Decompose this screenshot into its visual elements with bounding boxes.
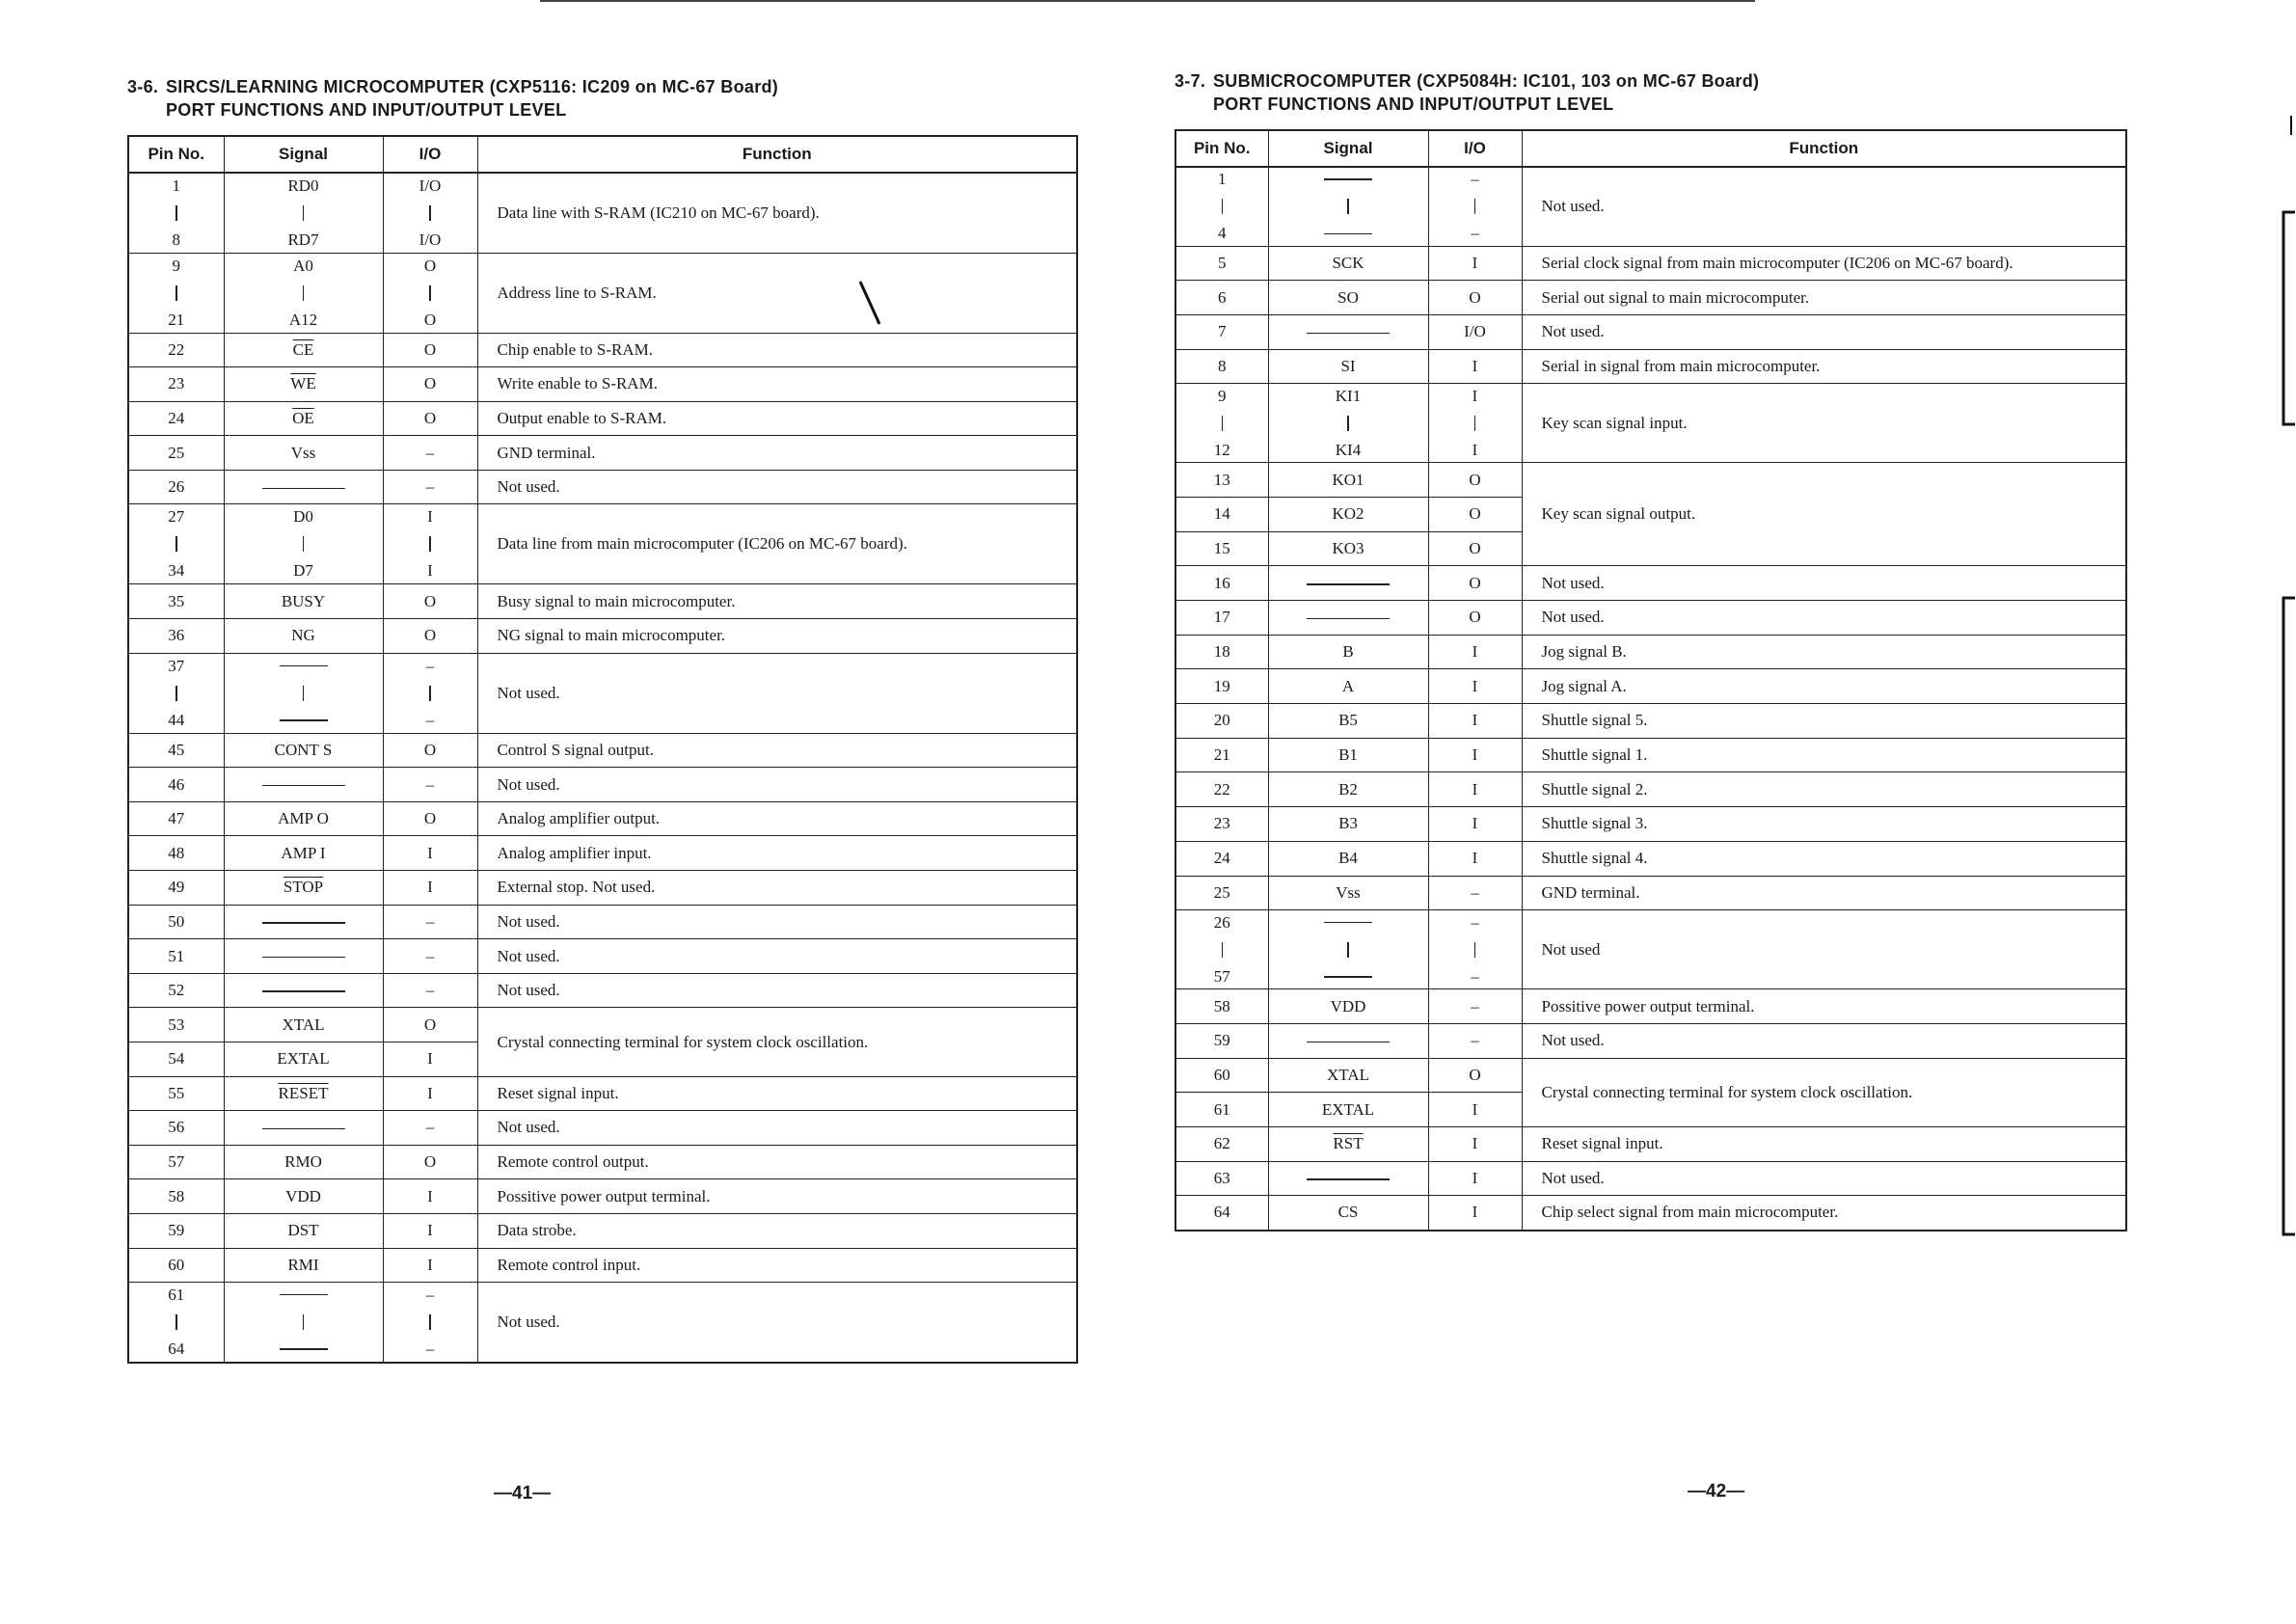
io-cell: – bbox=[1428, 1023, 1522, 1058]
table-row bbox=[1175, 910, 2126, 989]
function-cell: Possitive power output terminal. bbox=[1522, 989, 2126, 1024]
table-row bbox=[128, 436, 1077, 471]
table-row bbox=[128, 1283, 1077, 1363]
function-cell: Remote control output. bbox=[477, 1145, 1077, 1179]
table-header-row bbox=[1175, 130, 2126, 167]
table-header-row bbox=[128, 136, 1077, 173]
function-cell: GND terminal. bbox=[1522, 876, 2126, 910]
section-submicrocomputer bbox=[1175, 69, 2127, 1232]
port-function-table bbox=[1175, 129, 2127, 1232]
io-cell: I bbox=[1428, 807, 1522, 842]
column-header-io: I/O bbox=[1428, 130, 1522, 167]
io-cell: I bbox=[1428, 1093, 1522, 1127]
signal-cell bbox=[224, 1283, 383, 1363]
table-row bbox=[128, 333, 1077, 367]
signal-cell: KO3 bbox=[1268, 531, 1428, 566]
function-cell: Not used bbox=[1522, 910, 2126, 989]
io-cell: – – bbox=[383, 1283, 477, 1363]
signal-cell: B2 bbox=[1268, 772, 1428, 807]
pin-cell: 64 bbox=[1175, 1196, 1268, 1231]
section-heading bbox=[127, 75, 1078, 122]
pin-cell: 59 bbox=[1175, 1023, 1268, 1058]
pin-cell: 22 bbox=[128, 333, 224, 367]
signal-cell: CS bbox=[1268, 1196, 1428, 1231]
section-heading bbox=[1175, 69, 2127, 116]
io-cell: O O bbox=[383, 253, 477, 333]
page-number-right: —42— bbox=[1688, 1481, 1745, 1502]
table-row bbox=[128, 733, 1077, 768]
io-cell: – bbox=[383, 768, 477, 802]
signal-cell bbox=[1268, 167, 1428, 246]
function-cell: Not used. bbox=[477, 470, 1077, 504]
table-row bbox=[1175, 281, 2126, 315]
io-cell: O bbox=[1428, 463, 1522, 498]
signal-cell bbox=[224, 653, 383, 733]
signal-cell bbox=[1268, 910, 1428, 989]
io-cell: O bbox=[1428, 601, 1522, 636]
signal-cell bbox=[224, 905, 383, 939]
signal-cell: RMI bbox=[224, 1248, 383, 1283]
signal-cell bbox=[224, 939, 383, 974]
io-cell: I/O I/O bbox=[383, 173, 477, 253]
pin-cell: 22 bbox=[1175, 772, 1268, 807]
signal-cell bbox=[1268, 1161, 1428, 1196]
table-row bbox=[128, 1076, 1077, 1111]
io-cell: – bbox=[383, 973, 477, 1008]
io-cell: – – bbox=[1428, 910, 1522, 989]
signal-cell: Vss bbox=[1268, 876, 1428, 910]
io-cell: I bbox=[383, 1248, 477, 1283]
table-row bbox=[128, 619, 1077, 654]
pin-cell: 9 21 bbox=[128, 253, 224, 333]
table-row bbox=[1175, 1196, 2126, 1231]
column-header-signal: Signal bbox=[224, 136, 383, 173]
io-cell: O bbox=[1428, 566, 1522, 601]
pin-cell: 27 34 bbox=[128, 504, 224, 584]
table-row bbox=[1175, 738, 2126, 772]
function-cell: Crystal connecting terminal for system clock oscillation. bbox=[1522, 1058, 2126, 1126]
pin-cell: 57 bbox=[128, 1145, 224, 1179]
page-top-rule bbox=[540, 0, 1755, 2]
function-cell: Busy signal to main microcomputer. bbox=[477, 584, 1077, 619]
table-row bbox=[128, 173, 1077, 253]
io-cell: O bbox=[383, 333, 477, 367]
pin-cell: 35 bbox=[128, 584, 224, 619]
io-cell: – bbox=[1428, 876, 1522, 910]
io-cell: I bbox=[1428, 669, 1522, 704]
pen-mark bbox=[858, 280, 887, 328]
function-cell: Shuttle signal 3. bbox=[1522, 807, 2126, 842]
function-cell: Key scan signal output. bbox=[1522, 463, 2126, 566]
signal-cell: DST bbox=[224, 1213, 383, 1248]
io-cell: – bbox=[383, 436, 477, 471]
io-cell: O bbox=[1428, 281, 1522, 315]
signal-cell: KO2 bbox=[1268, 497, 1428, 531]
signal-cell bbox=[224, 470, 383, 504]
pin-cell: 48 bbox=[128, 836, 224, 871]
table-row bbox=[1175, 704, 2126, 739]
signal-cell: SO bbox=[1268, 281, 1428, 315]
io-cell: O bbox=[383, 733, 477, 768]
function-cell: Chip enable to S-RAM. bbox=[477, 333, 1077, 367]
signal-cell bbox=[1268, 566, 1428, 601]
pin-cell: 1 8 bbox=[128, 173, 224, 253]
no-signal-dash bbox=[262, 488, 345, 490]
function-cell: Shuttle signal 2. bbox=[1522, 772, 2126, 807]
signal-cell: RESET bbox=[224, 1076, 383, 1111]
function-cell: Reset signal input. bbox=[1522, 1126, 2126, 1161]
table-row bbox=[128, 1145, 1077, 1179]
io-cell: – bbox=[1428, 989, 1522, 1024]
signal-cell: B1 bbox=[1268, 738, 1428, 772]
pin-cell: 61 bbox=[1175, 1093, 1268, 1127]
io-cell: I bbox=[383, 1213, 477, 1248]
pin-cell: 63 bbox=[1175, 1161, 1268, 1196]
function-cell: Not used. bbox=[1522, 314, 2126, 349]
function-cell: Reset signal input. bbox=[477, 1076, 1077, 1111]
io-cell: I bbox=[383, 1179, 477, 1214]
section-subtitle: PORT FUNCTIONS AND INPUT/OUTPUT LEVEL bbox=[1213, 95, 1614, 114]
function-cell: Data line from main microcomputer (IC206 on MC-67 board). bbox=[477, 504, 1077, 584]
table-row bbox=[128, 801, 1077, 836]
function-cell: Not used. bbox=[477, 653, 1077, 733]
io-cell: O bbox=[383, 584, 477, 619]
signal-cell bbox=[224, 973, 383, 1008]
function-cell: Output enable to S-RAM. bbox=[477, 401, 1077, 436]
function-cell: Serial clock signal from main microcomputer (IC206 on MC-67 board). bbox=[1522, 246, 2126, 281]
table-row bbox=[128, 871, 1077, 906]
function-cell: Analog amplifier output. bbox=[477, 801, 1077, 836]
pin-cell: 56 bbox=[128, 1111, 224, 1146]
pin-cell: 25 bbox=[128, 436, 224, 471]
function-cell: Data strobe. bbox=[477, 1213, 1077, 1248]
function-cell: Control S signal output. bbox=[477, 733, 1077, 768]
column-header-function: Function bbox=[1522, 130, 2126, 167]
table-row bbox=[128, 584, 1077, 619]
signal-cell bbox=[1268, 601, 1428, 636]
column-header-pin: Pin No. bbox=[1175, 130, 1268, 167]
pin-cell: 20 bbox=[1175, 704, 1268, 739]
table-row bbox=[128, 768, 1077, 802]
function-cell: Shuttle signal 5. bbox=[1522, 704, 2126, 739]
signal-cell bbox=[1268, 1023, 1428, 1058]
function-cell: NG signal to main microcomputer. bbox=[477, 619, 1077, 654]
signal-cell: B4 bbox=[1268, 841, 1428, 876]
function-cell: Jog signal A. bbox=[1522, 669, 2126, 704]
table-row bbox=[1175, 566, 2126, 601]
column-header-signal: Signal bbox=[1268, 130, 1428, 167]
io-cell: I bbox=[1428, 1196, 1522, 1231]
pin-cell: 21 bbox=[1175, 738, 1268, 772]
signal-cell: B bbox=[1268, 635, 1428, 669]
table-row bbox=[1175, 1161, 2126, 1196]
function-cell: Analog amplifier input. bbox=[477, 836, 1077, 871]
signal-cell: VDD bbox=[1268, 989, 1428, 1024]
table-row bbox=[1175, 246, 2126, 281]
section-sircs-learning-microcomputer bbox=[127, 75, 1078, 1364]
pin-cell: 58 bbox=[128, 1179, 224, 1214]
signal-cell: B3 bbox=[1268, 807, 1428, 842]
pin-cell: 55 bbox=[128, 1076, 224, 1111]
function-cell: Not used. bbox=[1522, 167, 2126, 246]
io-cell: I/O bbox=[1428, 314, 1522, 349]
io-cell: I bbox=[383, 871, 477, 906]
signal-cell: $\overline{CE}$ bbox=[224, 333, 383, 367]
function-cell: Write enable to S-RAM. bbox=[477, 367, 1077, 402]
table-row bbox=[1175, 601, 2126, 636]
table-row bbox=[1175, 349, 2126, 384]
function-cell: Serial out signal to main microcomputer. bbox=[1522, 281, 2126, 315]
io-cell: O bbox=[383, 1008, 477, 1042]
function-cell: Jog signal B. bbox=[1522, 635, 2126, 669]
signal-cell bbox=[224, 1111, 383, 1146]
io-cell: – – bbox=[383, 653, 477, 733]
pin-cell: 1 4 bbox=[1175, 167, 1268, 246]
section-title: SIRCS/LEARNING MICROCOMPUTER (CXP5116: IC209 on MC-67 Board) bbox=[166, 77, 779, 96]
signal-cell: XTAL bbox=[1268, 1058, 1428, 1093]
table-row bbox=[128, 1111, 1077, 1146]
pin-cell: 26 bbox=[128, 470, 224, 504]
pin-cell: 52 bbox=[128, 973, 224, 1008]
io-cell: I bbox=[1428, 246, 1522, 281]
column-header-io: I/O bbox=[383, 136, 477, 173]
io-cell: I bbox=[1428, 1161, 1522, 1196]
pin-cell: 49 bbox=[128, 871, 224, 906]
signal-cell: AMP O bbox=[224, 801, 383, 836]
function-cell: Not used. bbox=[1522, 566, 2126, 601]
pin-cell: 8 bbox=[1175, 349, 1268, 384]
io-cell: O bbox=[383, 401, 477, 436]
pin-cell: 61 64 bbox=[128, 1283, 224, 1363]
pin-cell: 54 bbox=[128, 1042, 224, 1077]
pin-cell: 23 bbox=[1175, 807, 1268, 842]
table-row bbox=[128, 504, 1077, 584]
pin-cell: 7 bbox=[1175, 314, 1268, 349]
pin-cell: 6 bbox=[1175, 281, 1268, 315]
signal-cell: $\overline{OE}$ bbox=[224, 401, 383, 436]
table-row bbox=[1175, 989, 2126, 1024]
function-cell: Not used. bbox=[477, 768, 1077, 802]
function-cell: Not used. bbox=[1522, 1023, 2126, 1058]
io-cell: I bbox=[1428, 738, 1522, 772]
signal-cell: A0 A12 bbox=[224, 253, 383, 333]
section-number: 3-7. bbox=[1175, 71, 1206, 91]
pin-cell: 60 bbox=[128, 1248, 224, 1283]
signal-cell: SI bbox=[1268, 349, 1428, 384]
signal-cell: $\overline{WE}$ bbox=[224, 367, 383, 402]
pin-cell: 24 bbox=[128, 401, 224, 436]
signal-cell: D0 D7 bbox=[224, 504, 383, 584]
table-row bbox=[128, 973, 1077, 1008]
pin-cell: 26 57 bbox=[1175, 910, 1268, 989]
io-cell: O bbox=[383, 1145, 477, 1179]
table-row bbox=[1175, 314, 2126, 349]
function-cell: Chip select signal from main microcomputer. bbox=[1522, 1196, 2126, 1231]
pin-cell: 18 bbox=[1175, 635, 1268, 669]
function-cell: Possitive power output terminal. bbox=[477, 1179, 1077, 1214]
table-row bbox=[1175, 669, 2126, 704]
table-row bbox=[128, 470, 1077, 504]
table-row bbox=[128, 653, 1077, 733]
binding-edge-marks bbox=[2276, 0, 2296, 1624]
pin-cell: 14 bbox=[1175, 497, 1268, 531]
io-cell: – bbox=[383, 1111, 477, 1146]
table-row bbox=[128, 401, 1077, 436]
pin-cell: 5 bbox=[1175, 246, 1268, 281]
io-cell: – bbox=[383, 470, 477, 504]
function-cell: Data line with S-RAM (IC210 on MC-67 board). bbox=[477, 173, 1077, 253]
io-cell: I I bbox=[1428, 384, 1522, 463]
signal-cell: EXTAL bbox=[1268, 1093, 1428, 1127]
pin-cell: 53 bbox=[128, 1008, 224, 1042]
table-row bbox=[1175, 463, 2126, 498]
table-row bbox=[128, 367, 1077, 402]
io-cell: O bbox=[1428, 1058, 1522, 1093]
pin-cell: 17 bbox=[1175, 601, 1268, 636]
io-cell: I bbox=[383, 1076, 477, 1111]
pin-cell: 23 bbox=[128, 367, 224, 402]
pin-cell: 16 bbox=[1175, 566, 1268, 601]
io-cell: I bbox=[1428, 704, 1522, 739]
table-row bbox=[128, 905, 1077, 939]
io-cell: O bbox=[1428, 497, 1522, 531]
io-cell: I bbox=[383, 836, 477, 871]
function-cell: External stop. Not used. bbox=[477, 871, 1077, 906]
io-cell: I bbox=[1428, 841, 1522, 876]
section-subtitle: PORT FUNCTIONS AND INPUT/OUTPUT LEVEL bbox=[166, 100, 567, 120]
pin-cell: 15 bbox=[1175, 531, 1268, 566]
signal-cell: STOP bbox=[224, 871, 383, 906]
pin-cell: 36 bbox=[128, 619, 224, 654]
signal-cell: VDD bbox=[224, 1179, 383, 1214]
io-cell: I bbox=[1428, 635, 1522, 669]
section-title: SUBMICROCOMPUTER (CXP5084H: IC101, 103 on MC-67 Board) bbox=[1213, 71, 1760, 91]
pin-cell: 25 bbox=[1175, 876, 1268, 910]
pin-cell: 9 12 bbox=[1175, 384, 1268, 463]
pin-cell: 60 bbox=[1175, 1058, 1268, 1093]
io-cell: O bbox=[383, 801, 477, 836]
table-row bbox=[1175, 384, 2126, 463]
pin-cell: 62 bbox=[1175, 1126, 1268, 1161]
function-cell: Remote control input. bbox=[477, 1248, 1077, 1283]
signal-cell: XTAL bbox=[224, 1008, 383, 1042]
signal-cell: NG bbox=[224, 619, 383, 654]
pin-cell: 13 bbox=[1175, 463, 1268, 498]
io-cell: O bbox=[1428, 531, 1522, 566]
table-row bbox=[1175, 1126, 2126, 1161]
table-row bbox=[1175, 807, 2126, 842]
section-number: 3-6. bbox=[127, 77, 159, 96]
signal-cell: B5 bbox=[1268, 704, 1428, 739]
io-cell: – bbox=[383, 905, 477, 939]
io-cell: O bbox=[383, 367, 477, 402]
signal-cell: AMP I bbox=[224, 836, 383, 871]
function-cell: Address line to S-RAM. bbox=[477, 253, 1077, 333]
signal-cell: $\overline{RST}$ bbox=[1268, 1126, 1428, 1161]
column-header-function: Function bbox=[477, 136, 1077, 173]
io-cell: I bbox=[1428, 772, 1522, 807]
pin-cell: 19 bbox=[1175, 669, 1268, 704]
io-cell: I bbox=[1428, 1126, 1522, 1161]
pin-cell: 45 bbox=[128, 733, 224, 768]
table-row bbox=[1175, 772, 2126, 807]
signal-cell: RD0 RD7 bbox=[224, 173, 383, 253]
pin-cell: 51 bbox=[128, 939, 224, 974]
io-cell: I bbox=[1428, 349, 1522, 384]
function-cell: Not used. bbox=[477, 905, 1077, 939]
table-row bbox=[128, 939, 1077, 974]
signal-cell: EXTAL bbox=[224, 1042, 383, 1077]
function-cell: Not used. bbox=[477, 939, 1077, 974]
table-row bbox=[1175, 841, 2126, 876]
function-cell: Not used. bbox=[1522, 601, 2126, 636]
io-cell: I I bbox=[383, 504, 477, 584]
column-header-pin: Pin No. bbox=[128, 136, 224, 173]
signal-cell bbox=[224, 768, 383, 802]
pin-cell: 59 bbox=[128, 1213, 224, 1248]
function-cell: Crystal connecting terminal for system clock oscillation. bbox=[477, 1008, 1077, 1076]
function-cell: GND terminal. bbox=[477, 436, 1077, 471]
table-row bbox=[1175, 635, 2126, 669]
signal-cell bbox=[1268, 314, 1428, 349]
page-number-left: —41— bbox=[494, 1483, 552, 1503]
table-row bbox=[1175, 167, 2126, 246]
io-cell: – – bbox=[1428, 167, 1522, 246]
function-cell: Not used. bbox=[477, 973, 1077, 1008]
table-row bbox=[128, 836, 1077, 871]
function-cell: Shuttle signal 1. bbox=[1522, 738, 2126, 772]
table-row bbox=[128, 1008, 1077, 1042]
table-row bbox=[128, 1248, 1077, 1283]
table-row bbox=[1175, 876, 2126, 910]
pin-cell: 24 bbox=[1175, 841, 1268, 876]
function-cell: Not used. bbox=[477, 1111, 1077, 1146]
function-cell: Key scan signal input. bbox=[1522, 384, 2126, 463]
signal-cell: A bbox=[1268, 669, 1428, 704]
signal-cell: BUSY bbox=[224, 584, 383, 619]
function-cell: Shuttle signal 4. bbox=[1522, 841, 2126, 876]
function-cell: Not used. bbox=[477, 1283, 1077, 1363]
pin-cell: 46 bbox=[128, 768, 224, 802]
signal-cell: RMO bbox=[224, 1145, 383, 1179]
io-cell: – bbox=[383, 939, 477, 974]
table-row bbox=[128, 1179, 1077, 1214]
table-row bbox=[1175, 1058, 2126, 1093]
pin-cell: 50 bbox=[128, 905, 224, 939]
signal-cell: KI1 KI4 bbox=[1268, 384, 1428, 463]
signal-cell: Vss bbox=[224, 436, 383, 471]
function-cell: Not used. bbox=[1522, 1161, 2126, 1196]
pin-cell: 37 44 bbox=[128, 653, 224, 733]
function-cell: Serial in signal from main microcomputer. bbox=[1522, 349, 2126, 384]
table-row bbox=[1175, 1023, 2126, 1058]
signal-cell: KO1 bbox=[1268, 463, 1428, 498]
signal-cell: SCK bbox=[1268, 246, 1428, 281]
pin-cell: 58 bbox=[1175, 989, 1268, 1024]
pin-cell: 47 bbox=[128, 801, 224, 836]
port-function-table bbox=[127, 135, 1078, 1364]
signal-cell: CONT S bbox=[224, 733, 383, 768]
io-cell: O bbox=[383, 619, 477, 654]
table-row bbox=[128, 253, 1077, 333]
io-cell: I bbox=[383, 1042, 477, 1077]
table-row bbox=[128, 1213, 1077, 1248]
